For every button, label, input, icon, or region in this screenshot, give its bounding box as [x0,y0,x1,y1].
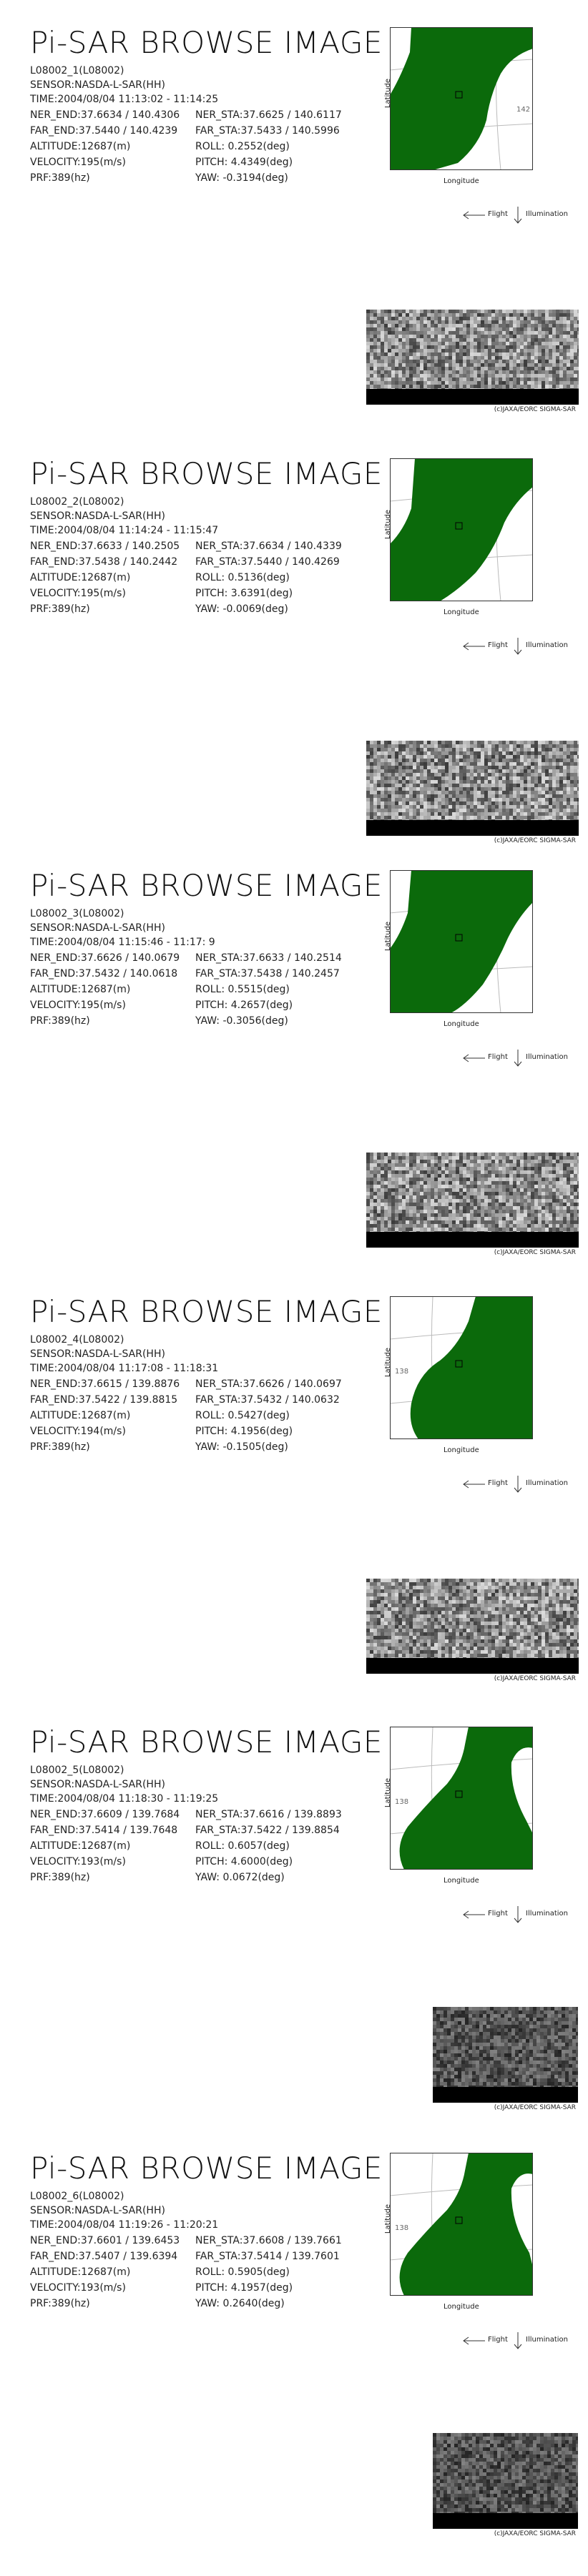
flight-arrow-icon [461,1910,486,1920]
flight-arrow-icon [461,210,486,220]
far-sta: FAR_STA:37.5440 / 140.4269 [195,556,340,568]
illumination-arrow-icon [513,1905,523,1924]
roll: ROLL: 0.2552(deg) [195,140,290,153]
location-map-frame [390,458,533,601]
time-range: TIME:2004/08/04 11:17:08 - 11:18:31 [30,1362,218,1375]
ner-sta: NER_STA:37.6625 / 140.6117 [195,109,342,122]
flight-arrow-icon [461,641,486,651]
copyright-credit: (c)JAXA/EORC SIGMA-SAR [469,1249,576,1256]
entry-title: Pi-SAR BROWSE IMAGE [30,2151,383,2186]
yaw: YAW: 0.2640(deg) [195,2297,285,2310]
location-map [390,1296,533,1439]
location-map [390,870,533,1013]
sar-browse-image [433,2433,578,2529]
prf: PRF:389(hz) [30,2297,90,2310]
ner-end: NER_END:37.6615 / 139.8876 [30,1378,180,1391]
far-sta: FAR_STA:37.5432 / 140.0632 [195,1393,340,1406]
flight-label: Flight [488,1910,508,1918]
longitude-axis-label: Longitude [444,608,479,616]
pitch: PITCH: 4.4349(deg) [195,156,293,169]
flight-arrow-icon [461,1479,486,1489]
entry-title: Pi-SAR BROWSE IMAGE [30,456,383,492]
illumination-label: Illumination [526,2336,568,2344]
latitude-axis-label: Latitude [384,1348,392,1377]
ner-end: NER_END:37.6633 / 140.2505 [30,540,180,553]
location-map-frame [390,1727,533,1870]
entry-title: Pi-SAR BROWSE IMAGE [30,868,383,904]
illumination-label: Illumination [526,1910,568,1918]
pitch: PITCH: 4.6000(deg) [195,1855,293,1868]
longitude-axis-label: Longitude [444,1446,479,1454]
yaw: YAW: -0.1505(deg) [195,1441,288,1454]
far-sta: FAR_STA:37.5422 / 139.8854 [195,1824,340,1837]
entry-title: Pi-SAR BROWSE IMAGE [30,1294,383,1330]
longitude-axis-label: Longitude [444,1877,479,1885]
time-range: TIME:2004/08/04 11:18:30 - 11:19:25 [30,1792,218,1805]
roll: ROLL: 0.5136(deg) [195,571,290,584]
flight-label: Flight [488,1053,508,1061]
altitude: ALTITUDE:12687(m) [30,983,130,996]
direction-legend [461,1049,576,1067]
latitude-axis-label: Latitude [384,922,392,951]
altitude: ALTITUDE:12687(m) [30,1840,130,1852]
scene-id: L08002_1(L08002) [30,64,124,77]
copyright-credit: (c)JAXA/EORC SIGMA-SAR [469,1675,576,1682]
entry-title: Pi-SAR BROWSE IMAGE [30,1724,383,1760]
altitude: ALTITUDE:12687(m) [30,571,130,584]
location-map [390,2153,533,2296]
altitude: ALTITUDE:12687(m) [30,2266,130,2279]
far-sta: FAR_STA:37.5433 / 140.5996 [195,124,340,137]
velocity: VELOCITY:195(m/s) [30,587,126,600]
time-range: TIME:2004/08/04 11:14:24 - 11:15:47 [30,524,218,537]
sar-browse-image [366,310,579,405]
ner-sta: NER_STA:37.6608 / 139.7661 [195,2234,342,2247]
location-map-frame [390,870,533,1013]
flight-label: Flight [488,210,508,218]
ner-sta: NER_STA:37.6616 / 139.8893 [195,1808,342,1821]
direction-legend [461,206,576,224]
latitude-axis-label: Latitude [384,1778,392,1807]
far-end: FAR_END:37.5407 / 139.6394 [30,2250,177,2263]
yaw: YAW: -0.3194(deg) [195,172,288,184]
sensor: SENSOR:NASDA-L-SAR(HH) [30,1778,165,1791]
direction-legend [461,1905,576,1924]
velocity: VELOCITY:195(m/s) [30,156,126,169]
copyright-credit: (c)JAXA/EORC SIGMA-SAR [469,406,576,413]
sar-image-texture [366,1153,579,1248]
map-grid-tick: 138 [395,1796,408,1809]
latitude-axis-label: Latitude [384,510,392,539]
far-end: FAR_END:37.5414 / 139.7648 [30,1824,177,1837]
longitude-axis-label: Longitude [444,2303,479,2311]
ner-end: NER_END:37.6609 / 139.7684 [30,1808,180,1821]
velocity: VELOCITY:195(m/s) [30,999,126,1012]
map-grid-tick: 138 [395,2222,408,2235]
flight-arrow-icon [461,2336,486,2346]
velocity: VELOCITY:194(m/s) [30,1425,126,1438]
flight-arrow-icon [461,1053,486,1063]
time-range: TIME:2004/08/04 11:19:26 - 11:20:21 [30,2219,218,2231]
ner-sta: NER_STA:37.6626 / 140.0697 [195,1378,342,1391]
yaw: YAW: -0.0069(deg) [195,603,288,616]
sar-image-texture [366,741,579,836]
roll: ROLL: 0.5515(deg) [195,983,290,996]
flight-label: Flight [488,641,508,649]
copyright-credit: (c)JAXA/EORC SIGMA-SAR [469,2530,576,2537]
prf: PRF:389(hz) [30,603,90,616]
browse-entry [0,25,588,450]
roll: ROLL: 0.5905(deg) [195,2266,290,2279]
sar-browse-image [366,741,579,836]
browse-entry [0,456,588,882]
scene-id: L08002_5(L08002) [30,1764,124,1777]
location-map [390,458,533,601]
illumination-label: Illumination [526,1479,568,1487]
sensor: SENSOR:NASDA-L-SAR(HH) [30,922,165,934]
sar-browse-image [433,2007,578,2103]
ner-end: NER_END:37.6626 / 140.0679 [30,952,180,964]
latitude-axis-label: Latitude [384,79,392,108]
far-sta: FAR_STA:37.5414 / 139.7601 [195,2250,340,2263]
prf: PRF:389(hz) [30,1871,90,1884]
copyright-credit: (c)JAXA/EORC SIGMA-SAR [469,837,576,844]
longitude-axis-label: Longitude [444,177,479,185]
far-end: FAR_END:37.5432 / 140.0618 [30,967,177,980]
map-grid-tick: 138 [395,1366,408,1378]
direction-legend [461,637,576,656]
browse-entry [0,868,588,1293]
map-grid-tick: 142 [516,104,530,117]
sar-image-texture [366,1579,579,1674]
scene-id: L08002_2(L08002) [30,495,124,508]
roll: ROLL: 0.5427(deg) [195,1409,290,1422]
browse-entry [0,2151,588,2576]
sar-image-texture [433,2433,578,2529]
location-map [390,27,533,170]
scene-id: L08002_3(L08002) [30,907,124,920]
sensor: SENSOR:NASDA-L-SAR(HH) [30,510,165,523]
illumination-arrow-icon [513,206,523,224]
yaw: YAW: 0.0672(deg) [195,1871,285,1884]
ner-sta: NER_STA:37.6634 / 140.4339 [195,540,342,553]
time-range: TIME:2004/08/04 11:15:46 - 11:17: 9 [30,936,215,949]
prf: PRF:389(hz) [30,1015,90,1027]
longitude-axis-label: Longitude [444,1020,479,1028]
latitude-axis-label: Latitude [384,2204,392,2234]
flight-label: Flight [488,1479,508,1487]
direction-legend [461,2331,576,2350]
location-map [390,1727,533,1870]
illumination-arrow-icon [513,1475,523,1494]
far-end: FAR_END:37.5422 / 139.8815 [30,1393,177,1406]
illumination-label: Illumination [526,641,568,649]
sar-browse-image [366,1153,579,1248]
sar-image-texture [433,2007,578,2103]
sensor: SENSOR:NASDA-L-SAR(HH) [30,79,165,92]
direction-legend [461,1475,576,1494]
illumination-arrow-icon [513,637,523,656]
illumination-label: Illumination [526,210,568,218]
velocity: VELOCITY:193(m/s) [30,1855,126,1868]
entry-title: Pi-SAR BROWSE IMAGE [30,25,383,61]
illumination-arrow-icon [513,2331,523,2350]
far-sta: FAR_STA:37.5438 / 140.2457 [195,967,340,980]
roll: ROLL: 0.6057(deg) [195,1840,290,1852]
sensor: SENSOR:NASDA-L-SAR(HH) [30,2204,165,2217]
location-map-frame [390,1296,533,1439]
copyright-credit: (c)JAXA/EORC SIGMA-SAR [469,2104,576,2111]
altitude: ALTITUDE:12687(m) [30,140,130,153]
illumination-label: Illumination [526,1053,568,1061]
scene-id: L08002_4(L08002) [30,1333,124,1346]
pitch: PITCH: 3.6391(deg) [195,587,293,600]
pitch: PITCH: 4.2657(deg) [195,999,293,1012]
pitch: PITCH: 4.1957(deg) [195,2281,293,2294]
velocity: VELOCITY:193(m/s) [30,2281,126,2294]
far-end: FAR_END:37.5440 / 140.4239 [30,124,177,137]
time-range: TIME:2004/08/04 11:13:02 - 11:14:25 [30,93,218,106]
flight-label: Flight [488,2336,508,2344]
ner-end: NER_END:37.6634 / 140.4306 [30,109,180,122]
location-map-frame [390,27,533,170]
ner-end: NER_END:37.6601 / 139.6453 [30,2234,180,2247]
browse-entry [0,1724,588,2150]
pitch: PITCH: 4.1956(deg) [195,1425,293,1438]
sar-browse-image [366,1579,579,1674]
sar-image-texture [366,310,579,405]
location-map-frame [390,2153,533,2296]
sensor: SENSOR:NASDA-L-SAR(HH) [30,1348,165,1361]
prf: PRF:389(hz) [30,1441,90,1454]
yaw: YAW: -0.3056(deg) [195,1015,288,1027]
browse-entry [0,1294,588,1719]
scene-id: L08002_6(L08002) [30,2190,124,2203]
far-end: FAR_END:37.5438 / 140.2442 [30,556,177,568]
ner-sta: NER_STA:37.6633 / 140.2514 [195,952,342,964]
prf: PRF:389(hz) [30,172,90,184]
altitude: ALTITUDE:12687(m) [30,1409,130,1422]
illumination-arrow-icon [513,1049,523,1067]
